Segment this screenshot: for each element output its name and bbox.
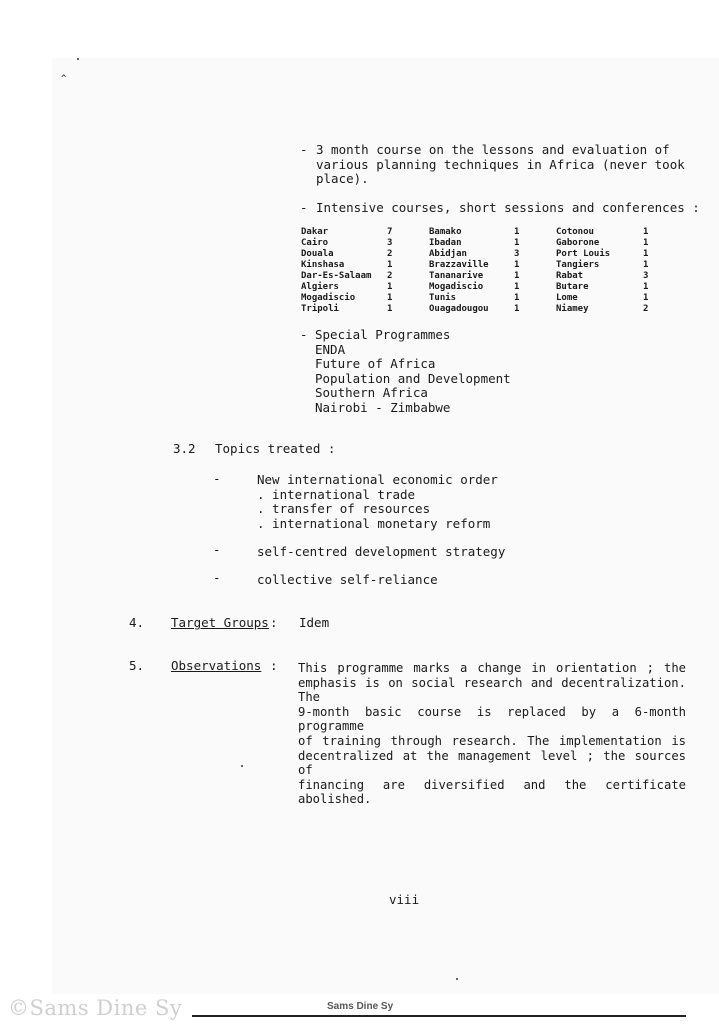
topic-subitem: . international monetary reform [257,515,491,531]
special-programmes-title: Special Programmes [315,327,451,342]
text-line: emphasis is on social research and decentralization. The [298,675,686,705]
text-line: financing are diversified and the certificate abolished. [298,777,686,807]
text-line: of training through research. The implementation is [298,733,686,748]
city-count: 1 [514,260,520,270]
city-name: Niamey [556,304,589,314]
city-count: 2 [643,304,649,314]
city-name: Ibadan [429,238,462,248]
city-name: Mogadiscio [301,293,356,303]
city-name: Algiers [301,282,339,292]
text-line: This programme marks a change in orientation ; the [298,661,686,675]
stray-dot [456,978,458,980]
special-programme-item: Population and Development [315,370,511,386]
city-name: Ouagadougou [429,304,489,314]
topic-title: self-centred development strategy [257,544,506,559]
city-name: Dakar [301,227,329,237]
section-number: 3.2 [173,441,196,456]
bullet-dash: - [213,471,221,486]
city-count: 1 [643,293,649,303]
city-name: Dar-Es-Salaam [301,271,372,281]
text-line: 9-month basic course is replaced by a 6-month programme [298,704,686,734]
section-number: 4. [129,615,145,630]
city-count: 1 [514,227,520,237]
city-count: 3 [643,271,649,281]
city-count: 3 [387,238,393,248]
city-name: Mogadiscio [429,282,484,292]
stray-dot [77,58,79,60]
topic-subitem: . transfer of resources [257,501,431,517]
city-name: Tunis [429,293,457,303]
bullet-dash: - [300,327,308,342]
footer-rule [192,1015,686,1017]
stray-caret: ^ [61,74,67,84]
bullet-dash: - [300,200,308,215]
city-count: 3 [514,249,520,259]
city-count: 1 [514,271,520,281]
city-count: 1 [514,304,520,314]
city-count: 7 [387,227,393,237]
intensive-courses-label: Intensive courses, short sessions and conferences : [316,200,700,215]
city-name: Gaborone [556,238,600,248]
city-count: 1 [514,282,520,292]
city-count: 1 [387,293,393,303]
special-programme-item: Nairobi - Zimbabwe [315,399,451,415]
bullet-dash: - [213,542,221,557]
city-name: Lome [556,293,578,303]
text-line: decentralized at the management level ; the sources of [298,748,686,778]
city-name: Port Louis [556,249,611,259]
bullet-dash: - [213,570,221,585]
text-line: place). [316,171,369,187]
special-programme-item: Southern Africa [315,385,428,401]
page-number: viii [389,892,420,907]
city-name: Tripoli [301,304,339,314]
city-count: 2 [387,271,393,281]
special-programmes [315,328,511,416]
label-colon: : [270,658,278,673]
watermark-logo: ©Sams Dine Sy [8,996,183,1020]
section-number: 5. [129,658,145,673]
city-name: Butare [556,282,589,292]
city-count: 1 [643,238,649,248]
city-count: 2 [387,249,393,259]
target-groups-label: Target Groups [171,615,269,630]
topic-entry [257,473,498,531]
city-count: 1 [514,238,520,248]
text-line: various planning techniques in Africa (never took [316,156,685,172]
city-count: 1 [643,249,649,259]
city-name: Cotonou [556,227,594,237]
stray-dot [241,765,243,767]
city-name: Brazzaville [429,260,489,270]
city-name: Tananarive [429,271,484,281]
label-colon: : [270,615,278,630]
target-groups-value: Idem [299,615,330,630]
city-count: 1 [387,304,393,314]
city-count: 1 [643,282,649,292]
city-count: 1 [643,227,649,237]
city-count: 1 [643,260,649,270]
observations-label: Observations [171,658,262,673]
topic-title: collective self-reliance [257,572,438,587]
city-name: Cairo [301,238,329,248]
city-count: 1 [387,282,393,292]
observations-text [298,661,686,807]
city-count: 1 [514,293,520,303]
course-bullet-text [316,143,685,187]
topics-title: Topics treated : [215,441,336,456]
city-name: Rabat [556,271,584,281]
city-name: Kinshasa [301,260,345,270]
city-name: Bamako [429,227,462,237]
topic-subitem: . international trade [257,486,416,502]
city-count: 1 [387,260,393,270]
city-name: Tangiers [556,260,600,270]
special-programme-item: Future of Africa [315,356,436,372]
city-name: Douala [301,249,334,259]
bullet-dash: - [300,142,308,157]
text-line: 3 month course on the lessons and evaluation of [316,142,670,157]
topic-title: New international economic order [257,472,498,487]
watermark-text: Sams Dine Sy [327,1001,394,1012]
special-programme-item: ENDA [315,341,346,357]
city-name: Abidjan [429,249,467,259]
